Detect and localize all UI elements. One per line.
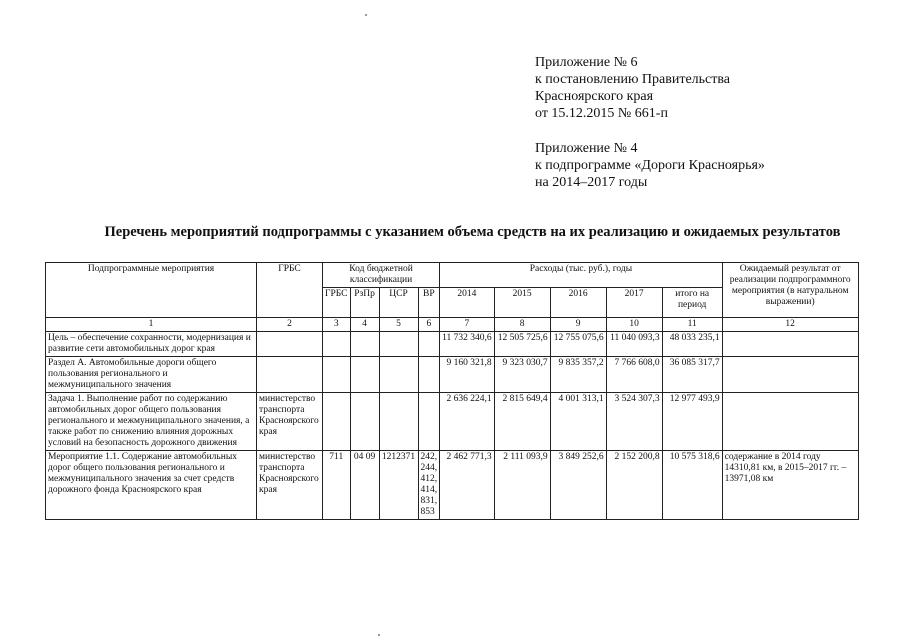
row-2015: 2 111 093,9 [494,451,550,520]
row-vr [418,332,440,357]
row-total: 12 977 493,9 [662,393,722,451]
header-expenses: Расходы (тыс. руб.), годы [440,263,723,288]
row-grbs [257,357,323,393]
row-total: 10 575 318,6 [662,451,722,520]
row-total: 36 085 317,7 [662,357,722,393]
row-rzpr: 04 09 [350,451,379,520]
column-number: 8 [494,318,550,332]
appendix-line: Приложение № 4 [535,141,638,156]
row-grbs: министерство транспорта Красноярского края [257,393,323,451]
header-code: Код бюджетной классификации [323,263,440,288]
appendix-line: на 2014–2017 годы [535,175,648,190]
column-number: 1 [46,318,257,332]
header-year-2017: 2017 [606,288,662,318]
row-2014: 2 462 771,3 [440,451,495,520]
row-2014: 11 732 340,6 [440,332,495,357]
header-year-2015: 2015 [494,288,550,318]
header-sub-grbs: ГРБС [323,288,351,318]
row-vr [418,357,440,393]
table-row [46,332,859,357]
row-2016: 3 849 252,6 [550,451,606,520]
header-total: итого на период [662,288,722,318]
row-csr [379,332,418,357]
table-row [46,357,859,393]
row-2015: 2 815 649,4 [494,393,550,451]
column-number: 12 [722,318,858,332]
column-number: 6 [418,318,440,332]
row-rzpr [350,357,379,393]
appendix-line: к подпрограмме «Дороги Красноярья» [535,158,765,173]
row-2014: 9 160 321,8 [440,357,495,393]
row-name: Мероприятие 1.1. Содержание автомобильных дорог общего пользования регионального и межмуниципального значения за счет средств дорожного фонда Красноярского края [46,451,257,520]
header-measures: Подпрограммные мероприятия [46,263,257,318]
row-2017: 11 040 093,3 [606,332,662,357]
appendix-line: Красноярского края [535,89,654,104]
row-vr: 242, 244, 412, 414, 831, 853 [418,451,440,520]
header-sub-rzpr: РзПр [350,288,379,318]
row-grbs-code [323,332,351,357]
scan-speck [378,634,380,636]
appendix-stamp [535,54,765,191]
row-2016: 12 755 075,6 [550,332,606,357]
row-csr: 1212371 [379,451,418,520]
column-number: 5 [379,318,418,332]
column-number: 11 [662,318,722,332]
appendix-line: к постановлению Правительства [535,72,731,87]
row-grbs-code [323,393,351,451]
table-row [46,393,859,451]
column-number: 2 [257,318,323,332]
row-name: Раздел А. Автомобильные дороги общего пользования регионального и межмуниципального значения [46,357,257,393]
header-year-2016: 2016 [550,288,606,318]
row-csr [379,393,418,451]
table-row [46,451,859,520]
row-total: 48 033 235,1 [662,332,722,357]
header-grbs: ГРБС [257,263,323,318]
column-number-row [46,318,859,332]
appendix-line: от 15.12.2015 № 661-п [535,106,668,121]
row-2015: 12 505 725,6 [494,332,550,357]
row-rzpr [350,332,379,357]
row-2014: 2 636 224,1 [440,393,495,451]
measures-table [45,262,859,520]
row-result: содержание в 2014 году 14310,81 км, в 2015–2017 гг. – 13971,08 км [722,451,858,520]
column-number: 10 [606,318,662,332]
document-title: Перечень мероприятий подпрограммы с указанием объема средств на их реализацию и ожидаемых результатов [104,224,841,240]
row-2016: 4 001 313,1 [550,393,606,451]
row-grbs-code [323,357,351,393]
column-number: 7 [440,318,495,332]
row-result [722,393,858,451]
row-result [722,357,858,393]
row-2017: 3 524 307,3 [606,393,662,451]
row-2017: 7 766 608,0 [606,357,662,393]
row-name: Задача 1. Выполнение работ по содержанию автомобильных дорог общего пользования регионального и межмуниципального значения, а также работ по снижению влияния дорожных условий на безопасность дорожного движения [46,393,257,451]
header-sub-csr: ЦСР [379,288,418,318]
header-row [46,263,859,288]
row-grbs [257,332,323,357]
row-csr [379,357,418,393]
appendix-line: Приложение № 6 [535,55,638,70]
header-result: Ожидаемый результат от реализации подпрограммного мероприятия (в натуральном выражении) [722,263,858,318]
column-number: 9 [550,318,606,332]
row-2015: 9 323 030,7 [494,357,550,393]
row-2016: 9 835 357,2 [550,357,606,393]
header-sub-vr: ВР [418,288,440,318]
row-grbs-code: 711 [323,451,351,520]
row-grbs: министерство транспорта Красноярского края [257,451,323,520]
scan-speck [365,14,367,16]
header-year-2014: 2014 [440,288,495,318]
row-vr [418,393,440,451]
row-rzpr [350,393,379,451]
row-2017: 2 152 200,8 [606,451,662,520]
row-result [722,332,858,357]
column-number: 3 [323,318,351,332]
row-name: Цель – обеспечение сохранности, модернизация и развитие сети автомобильных дорог края [46,332,257,357]
column-number: 4 [350,318,379,332]
